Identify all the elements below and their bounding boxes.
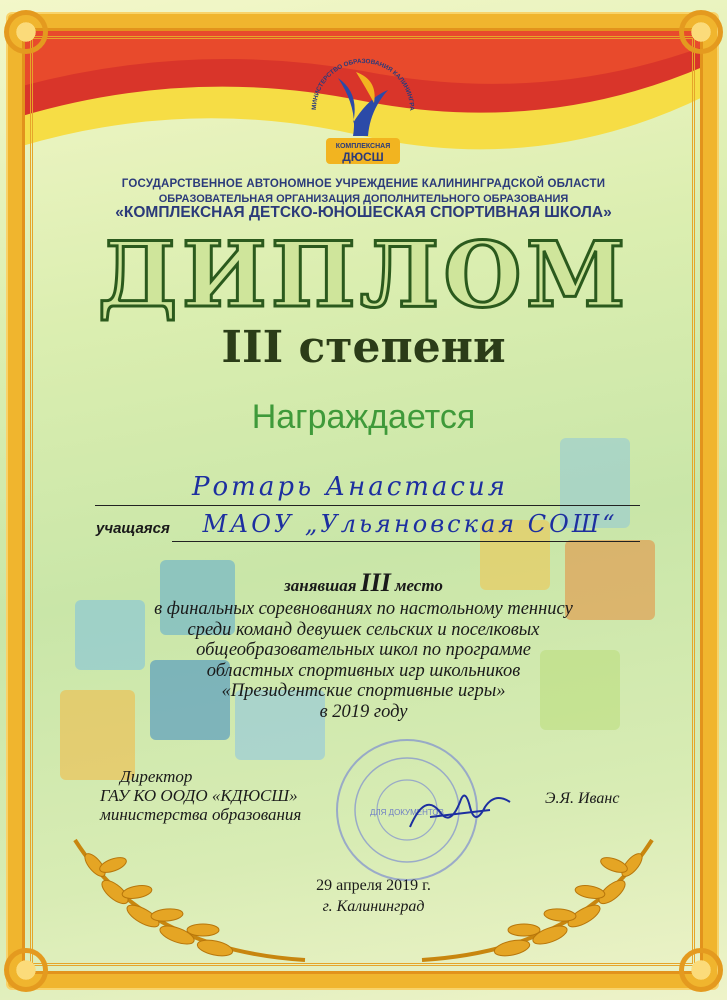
corner-knot-icon: [4, 10, 48, 54]
achievement-line: общеобразовательных школ по программе: [196, 640, 531, 660]
stamp-center-text: ДЛЯ ДОКУМЕНТОВ: [369, 808, 445, 817]
achievement-line: в 2019 году: [319, 701, 408, 722]
recipient-name: Ротарь Анастасия: [192, 472, 508, 502]
signatory-name: Э.Я. Иванс: [545, 790, 620, 807]
logo-ring-text: МИНИСТЕРСТВО ОБРАЗОВАНИЯ КАЛИНИНГРА: [310, 57, 416, 112]
diploma-title: ДИПЛОМ: [97, 222, 630, 328]
recipient-school: МАОУ „Ульяновская СОШ“: [202, 510, 618, 538]
org-line-1: ГОСУДАРСТВЕННОЕ АВТОНОМНОЕ УЧРЕЖДЕНИЕ КАЛИНИНГРАДСКОЙ ОБЛАСТИ: [121, 178, 606, 190]
issue-date: 29 апреля 2019 г.: [316, 877, 431, 894]
signatory-line: Директор: [120, 767, 193, 786]
corner-knot-icon: [679, 10, 723, 54]
name-underline: [95, 505, 640, 506]
diploma-degree: III степени: [221, 322, 506, 373]
school-underline: [172, 541, 640, 542]
laurel-right-decoration: [412, 820, 672, 970]
org-line-3: «КОМПЛЕКСНАЯ ДЕТСКО-ЮНОШЕСКАЯ СПОРТИВНАЯ ШКОЛА»: [115, 204, 612, 221]
place-word: место: [394, 576, 443, 595]
achievement-line: областных спортивных игр школьников: [206, 660, 521, 681]
awarded-label: Награждается: [251, 398, 476, 436]
achievement-line: среди команд девушек сельских и поселковых: [187, 619, 540, 640]
logo-badge-top: КОМПЛЕКСНАЯ: [335, 143, 391, 150]
corner-knot-icon: [4, 948, 48, 992]
logo-badge-bottom: ДЮСШ: [342, 150, 384, 164]
student-label: учащаяся: [96, 520, 170, 537]
org-line-2: ОБРАЗОВАТЕЛЬНАЯ ОРГАНИЗАЦИЯ ДОПОЛНИТЕЛЬНОГО ОБРАЗОВАНИЯ: [158, 193, 569, 205]
achievement-line: «Президентские спортивные игры»: [221, 681, 506, 701]
signatory-title: [100, 767, 301, 824]
signatory-line: министерства образования: [100, 805, 302, 824]
issue-city: г. Калининград: [322, 898, 425, 915]
achievement-line: в финальных соревнованиях по настольному теннису: [154, 599, 573, 619]
signatory-line: ГАУ КО ООДО «КДЮСШ»: [100, 786, 298, 805]
svg-text:МИНИСТЕРСТВО ОБРАЗОВАНИЯ КАЛИН: [298, 48, 415, 111]
school-logo: [298, 48, 428, 168]
corner-knot-icon: [679, 948, 723, 992]
place-line: [0, 568, 727, 598]
place-prefix: занявшая: [284, 576, 357, 595]
place-roman: III: [360, 568, 391, 597]
laurel-left-decoration: [55, 820, 315, 970]
achievement-description: [0, 599, 727, 722]
